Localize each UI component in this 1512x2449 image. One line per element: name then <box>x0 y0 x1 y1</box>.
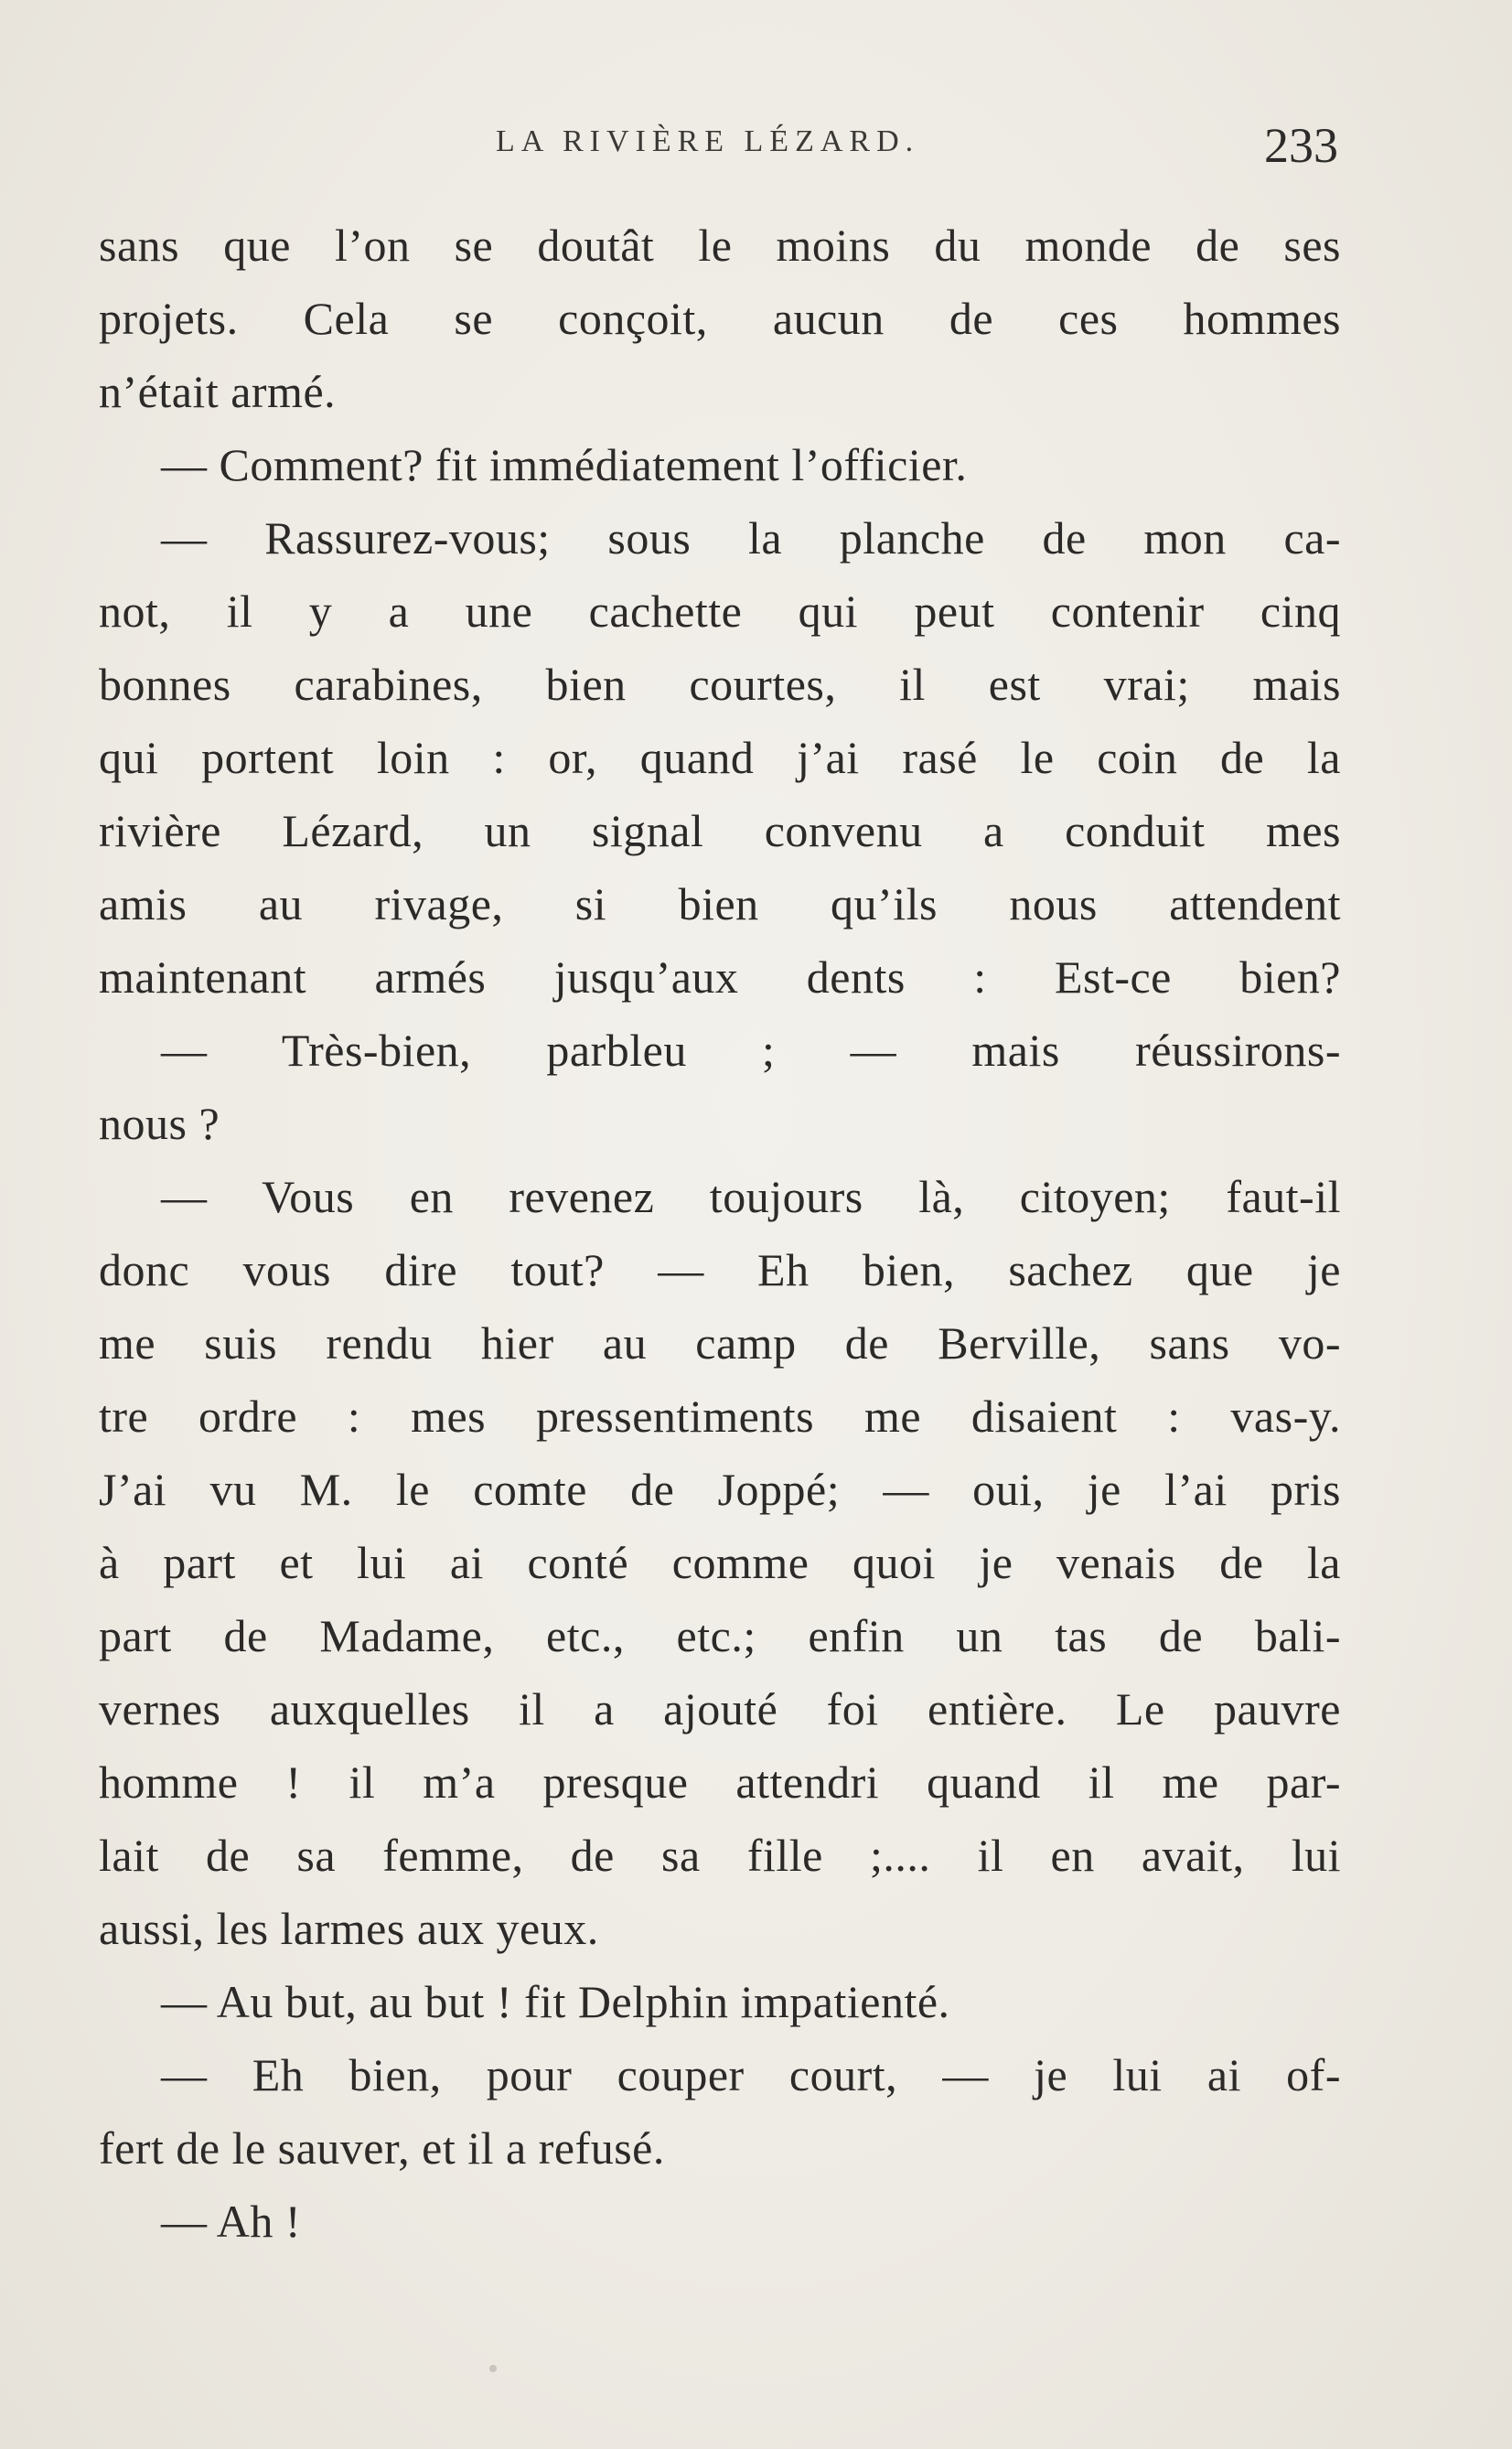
text-line: me suis rendu hier au camp de Berville, sans vo- <box>99 1317 1341 1369</box>
page-body-text <box>99 209 1341 2258</box>
text-line: n’était armé. <box>99 366 337 417</box>
text-line: lait de sa femme, de sa fille ;.... il en avait, lui <box>99 1830 1341 1881</box>
text-line: nous ? <box>99 1098 220 1149</box>
text-line: — Comment? fit immédiatement l’officier. <box>161 439 968 490</box>
text-line: part de Madame, etc., etc.; enfin un tas de bali- <box>99 1610 1341 1661</box>
page-header <box>0 117 1512 172</box>
text-line: — Rassurez-vous; sous la planche de mon ca- <box>161 512 1341 564</box>
text-line: tre ordre : mes pressentiments me disaient : vas-y. <box>99 1391 1341 1442</box>
text-line: à part et lui ai conté comme quoi je venais de la <box>99 1537 1341 1588</box>
text-line: homme ! il m’a presque attendri quand il me par- <box>99 1756 1341 1808</box>
text-line: aussi, les larmes aux yeux. <box>99 1903 599 1954</box>
text-line: — Au but, au but ! fit Delphin impatienté. <box>161 1976 950 2027</box>
text-line: vernes auxquelles il a ajouté foi entière. Le pauvre <box>99 1683 1341 1735</box>
text-line: donc vous dire tout? — Eh bien, sachez que je <box>99 1244 1341 1295</box>
text-line: J’ai vu M. le comte de Joppé; — oui, je l’ai pris <box>99 1464 1341 1515</box>
text-line: sans que l’on se doutât le moins du monde de ses <box>99 220 1341 271</box>
text-line: rivière Lézard, un signal convenu a conduit mes <box>99 805 1341 856</box>
text-line: — Ah ! <box>161 2196 301 2247</box>
page-number: 233 <box>1264 118 1338 173</box>
running-title: LA RIVIÈRE LÉZARD. <box>496 124 920 158</box>
text-line: projets. Cela se conçoit, aucun de ces hommes <box>99 293 1341 344</box>
text-line: fert de le sauver, et il a refusé. <box>99 2122 665 2174</box>
text-line: amis au rivage, si bien qu’ils nous attendent <box>99 878 1341 929</box>
paper-speck <box>489 2365 497 2372</box>
text-line: qui portent loin : or, quand j’ai rasé le coin de la <box>99 732 1341 783</box>
text-line: not, il y a une cachette qui peut contenir cinq <box>99 585 1341 637</box>
text-line: — Eh bien, pour couper court, — je lui ai of- <box>161 2049 1341 2100</box>
text-line: maintenant armés jusqu’aux dents : Est-ce bien? <box>99 951 1341 1003</box>
text-line: — Très-bien, parbleu ; — mais réussirons- <box>161 1025 1341 1076</box>
text-line: bonnes carabines, bien courtes, il est vrai; mais <box>99 659 1341 710</box>
text-line: — Vous en revenez toujours là, citoyen; faut-il <box>161 1171 1341 1222</box>
